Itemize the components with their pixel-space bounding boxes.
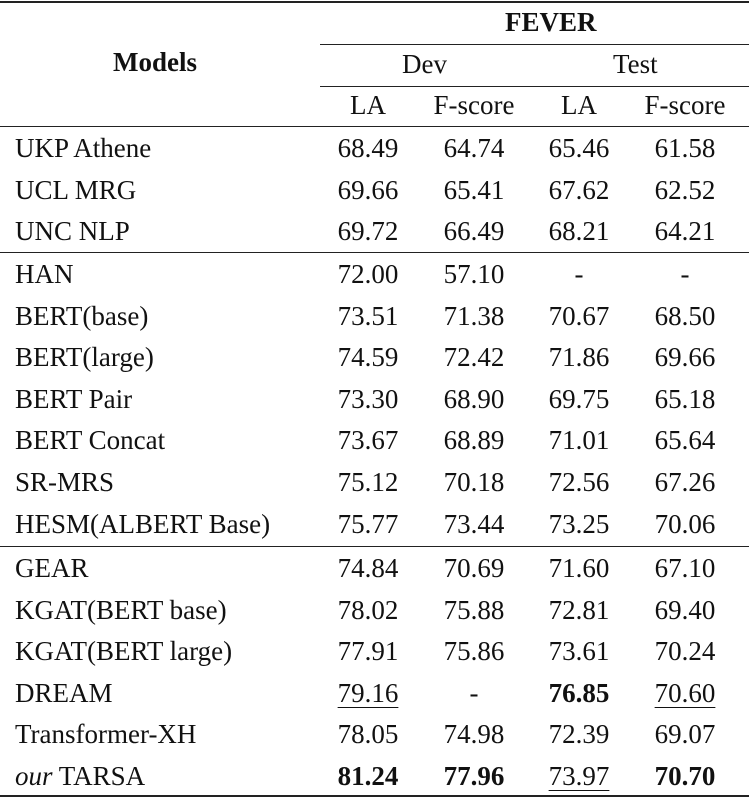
score-cell xyxy=(422,718,526,750)
score-value: 75.12 xyxy=(337,467,399,497)
score-value: 69.66 xyxy=(654,342,716,373)
score-value: 70.06 xyxy=(654,508,716,539)
score-value: 66.49 xyxy=(443,216,505,247)
score-value: 73.51 xyxy=(337,300,399,331)
score-cell xyxy=(422,424,526,456)
score-cell xyxy=(422,215,526,247)
score-cell xyxy=(316,760,420,792)
score-cell xyxy=(633,174,737,206)
score-value: 69.66 xyxy=(337,174,399,205)
score-value: 78.02 xyxy=(337,594,399,625)
score-value: 73.67 xyxy=(337,425,399,456)
score-cell xyxy=(527,760,631,792)
model-name: UCL MRG xyxy=(15,174,137,205)
score-value: 72.00 xyxy=(337,259,399,289)
score-cell xyxy=(633,341,737,373)
score-value: 81.24 xyxy=(337,761,399,791)
score-cell xyxy=(316,466,420,498)
score-value: 70.70 xyxy=(654,761,716,791)
score-value: - xyxy=(680,259,690,289)
table-row xyxy=(0,211,749,252)
score-value: 65.64 xyxy=(654,425,716,456)
score-cell xyxy=(316,552,420,584)
score-value: 68.49 xyxy=(337,133,399,163)
score-cell xyxy=(527,677,631,709)
metric-header: LA xyxy=(350,90,386,120)
metric-header: F-score xyxy=(644,90,726,120)
score-value: 62.52 xyxy=(654,174,716,205)
score-value: 74.59 xyxy=(337,342,399,373)
model-name: DREAM xyxy=(15,677,113,708)
split-header-dev: Dev xyxy=(402,49,447,79)
score-cell xyxy=(316,341,420,373)
score-value: 68.50 xyxy=(654,300,716,331)
score-value: 75.86 xyxy=(443,636,505,667)
score-value: 67.62 xyxy=(548,174,610,205)
group-rule-2 xyxy=(0,546,749,547)
table-row xyxy=(0,128,749,169)
score-value: 67.26 xyxy=(654,467,716,497)
score-value: 74.84 xyxy=(337,553,399,583)
score-cell xyxy=(422,677,526,709)
table-row xyxy=(0,756,749,797)
score-cell xyxy=(316,508,420,540)
score-cell xyxy=(633,718,737,750)
model-name-text: TARSA xyxy=(58,761,146,791)
score-value: - xyxy=(469,677,479,708)
metric-header: F-score xyxy=(433,90,515,120)
table-row xyxy=(0,296,749,337)
score-value: 78.05 xyxy=(337,719,399,750)
score-cell xyxy=(633,552,737,584)
score-value: 72.42 xyxy=(443,342,505,373)
score-value: 57.10 xyxy=(443,259,505,289)
table-row xyxy=(0,504,749,545)
model-name: KGAT(BERT base) xyxy=(15,594,227,625)
score-cell xyxy=(527,635,631,667)
score-cell xyxy=(422,594,526,626)
model-name: Transformer-XH xyxy=(15,719,197,750)
score-value: 69.72 xyxy=(337,216,399,247)
score-cell xyxy=(316,215,420,247)
model-name: BERT Pair xyxy=(15,383,133,414)
score-cell xyxy=(316,132,420,164)
score-value: 73.97 xyxy=(548,761,610,791)
score-value: 68.89 xyxy=(443,425,505,456)
score-cell xyxy=(316,677,420,709)
score-value: 69.75 xyxy=(548,383,610,414)
score-value: 65.41 xyxy=(443,174,505,205)
score-value: 73.25 xyxy=(548,508,610,539)
score-cell xyxy=(316,174,420,206)
table-row xyxy=(0,714,749,755)
score-value: 75.77 xyxy=(337,508,399,539)
score-value: 70.60 xyxy=(654,677,716,708)
score-cell xyxy=(422,552,526,584)
score-cell xyxy=(527,341,631,373)
score-cell xyxy=(633,508,737,540)
model-name-prefix: our xyxy=(15,761,53,791)
score-value: 77.96 xyxy=(443,761,505,791)
top-rule xyxy=(0,1,749,3)
score-value: 61.58 xyxy=(654,133,716,163)
score-cell xyxy=(527,718,631,750)
fever-cmidrule xyxy=(320,44,749,45)
score-cell xyxy=(422,760,526,792)
score-value: 69.40 xyxy=(654,594,716,625)
score-cell xyxy=(527,258,631,290)
score-cell xyxy=(527,466,631,498)
score-cell xyxy=(316,383,420,415)
score-value: 71.01 xyxy=(548,425,610,456)
score-cell xyxy=(316,300,420,332)
score-value: 75.88 xyxy=(443,594,505,625)
score-value: 73.61 xyxy=(548,636,610,667)
model-name: HAN xyxy=(15,259,74,289)
score-cell xyxy=(527,552,631,584)
score-cell xyxy=(633,635,737,667)
score-cell xyxy=(633,215,737,247)
score-value: 74.98 xyxy=(443,719,505,750)
score-value: 77.91 xyxy=(337,636,399,667)
score-value: 71.38 xyxy=(443,300,505,331)
score-cell xyxy=(422,383,526,415)
model-name xyxy=(15,760,145,792)
score-cell xyxy=(422,174,526,206)
models-header: Models xyxy=(113,47,197,77)
score-cell xyxy=(422,466,526,498)
dataset-header: FEVER xyxy=(505,7,597,37)
score-value: 67.10 xyxy=(654,553,716,583)
score-value: 73.44 xyxy=(443,508,505,539)
score-value: 72.81 xyxy=(548,594,610,625)
table-row xyxy=(0,590,749,631)
score-cell xyxy=(316,718,420,750)
score-cell xyxy=(316,424,420,456)
score-value: - xyxy=(574,259,584,289)
score-cell xyxy=(527,383,631,415)
model-name: HESM(ALBERT Base) xyxy=(15,508,271,539)
score-value: 70.69 xyxy=(443,553,505,583)
score-cell xyxy=(527,300,631,332)
score-cell xyxy=(422,258,526,290)
score-cell xyxy=(316,258,420,290)
table-row xyxy=(0,631,749,672)
model-name: GEAR xyxy=(15,553,89,583)
model-name: KGAT(BERT large) xyxy=(15,636,233,667)
table-row xyxy=(0,548,749,589)
metric-header: LA xyxy=(561,90,597,120)
score-value: 64.21 xyxy=(654,216,716,247)
score-cell xyxy=(422,132,526,164)
table-row xyxy=(0,337,749,378)
score-value: 76.85 xyxy=(548,677,610,708)
score-cell xyxy=(633,677,737,709)
split-header-test: Test xyxy=(613,49,658,79)
score-cell xyxy=(316,594,420,626)
score-cell xyxy=(633,424,737,456)
table-row xyxy=(0,379,749,420)
score-value: 70.67 xyxy=(548,300,610,331)
score-value: 69.07 xyxy=(654,719,716,750)
header-rule xyxy=(0,126,749,127)
score-cell xyxy=(527,132,631,164)
model-name: BERT Concat xyxy=(15,425,166,456)
score-cell xyxy=(633,594,737,626)
score-value: 68.21 xyxy=(548,216,610,247)
model-name: UKP Athene xyxy=(15,133,152,163)
model-name: SR-MRS xyxy=(15,467,115,497)
score-cell xyxy=(633,132,737,164)
score-value: 71.86 xyxy=(548,342,610,373)
score-cell xyxy=(527,174,631,206)
score-value: 65.18 xyxy=(654,383,716,414)
score-cell xyxy=(422,635,526,667)
score-cell xyxy=(527,424,631,456)
table-row xyxy=(0,420,749,461)
score-cell xyxy=(633,300,737,332)
score-cell xyxy=(633,466,737,498)
table-row xyxy=(0,673,749,714)
model-name: UNC NLP xyxy=(15,216,130,247)
score-value: 72.56 xyxy=(548,467,610,497)
split-cmidrule xyxy=(320,86,749,87)
table-row xyxy=(0,462,749,503)
score-cell xyxy=(633,258,737,290)
score-cell xyxy=(633,383,737,415)
score-value: 68.90 xyxy=(443,383,505,414)
table-row xyxy=(0,170,749,211)
score-value: 79.16 xyxy=(337,677,399,708)
score-cell xyxy=(633,760,737,792)
model-name: BERT(base) xyxy=(15,300,149,331)
score-cell xyxy=(316,635,420,667)
model-name: BERT(large) xyxy=(15,342,154,373)
score-value: 71.60 xyxy=(548,553,610,583)
score-value: 64.74 xyxy=(443,133,505,163)
score-value: 73.30 xyxy=(337,383,399,414)
score-value: 65.46 xyxy=(548,133,610,163)
table-row xyxy=(0,254,749,295)
score-cell xyxy=(422,341,526,373)
score-value: 72.39 xyxy=(548,719,610,750)
score-cell xyxy=(422,300,526,332)
score-cell xyxy=(527,508,631,540)
score-cell xyxy=(527,215,631,247)
score-cell xyxy=(527,594,631,626)
score-cell xyxy=(422,508,526,540)
score-value: 70.24 xyxy=(654,636,716,667)
score-value: 70.18 xyxy=(443,467,505,497)
